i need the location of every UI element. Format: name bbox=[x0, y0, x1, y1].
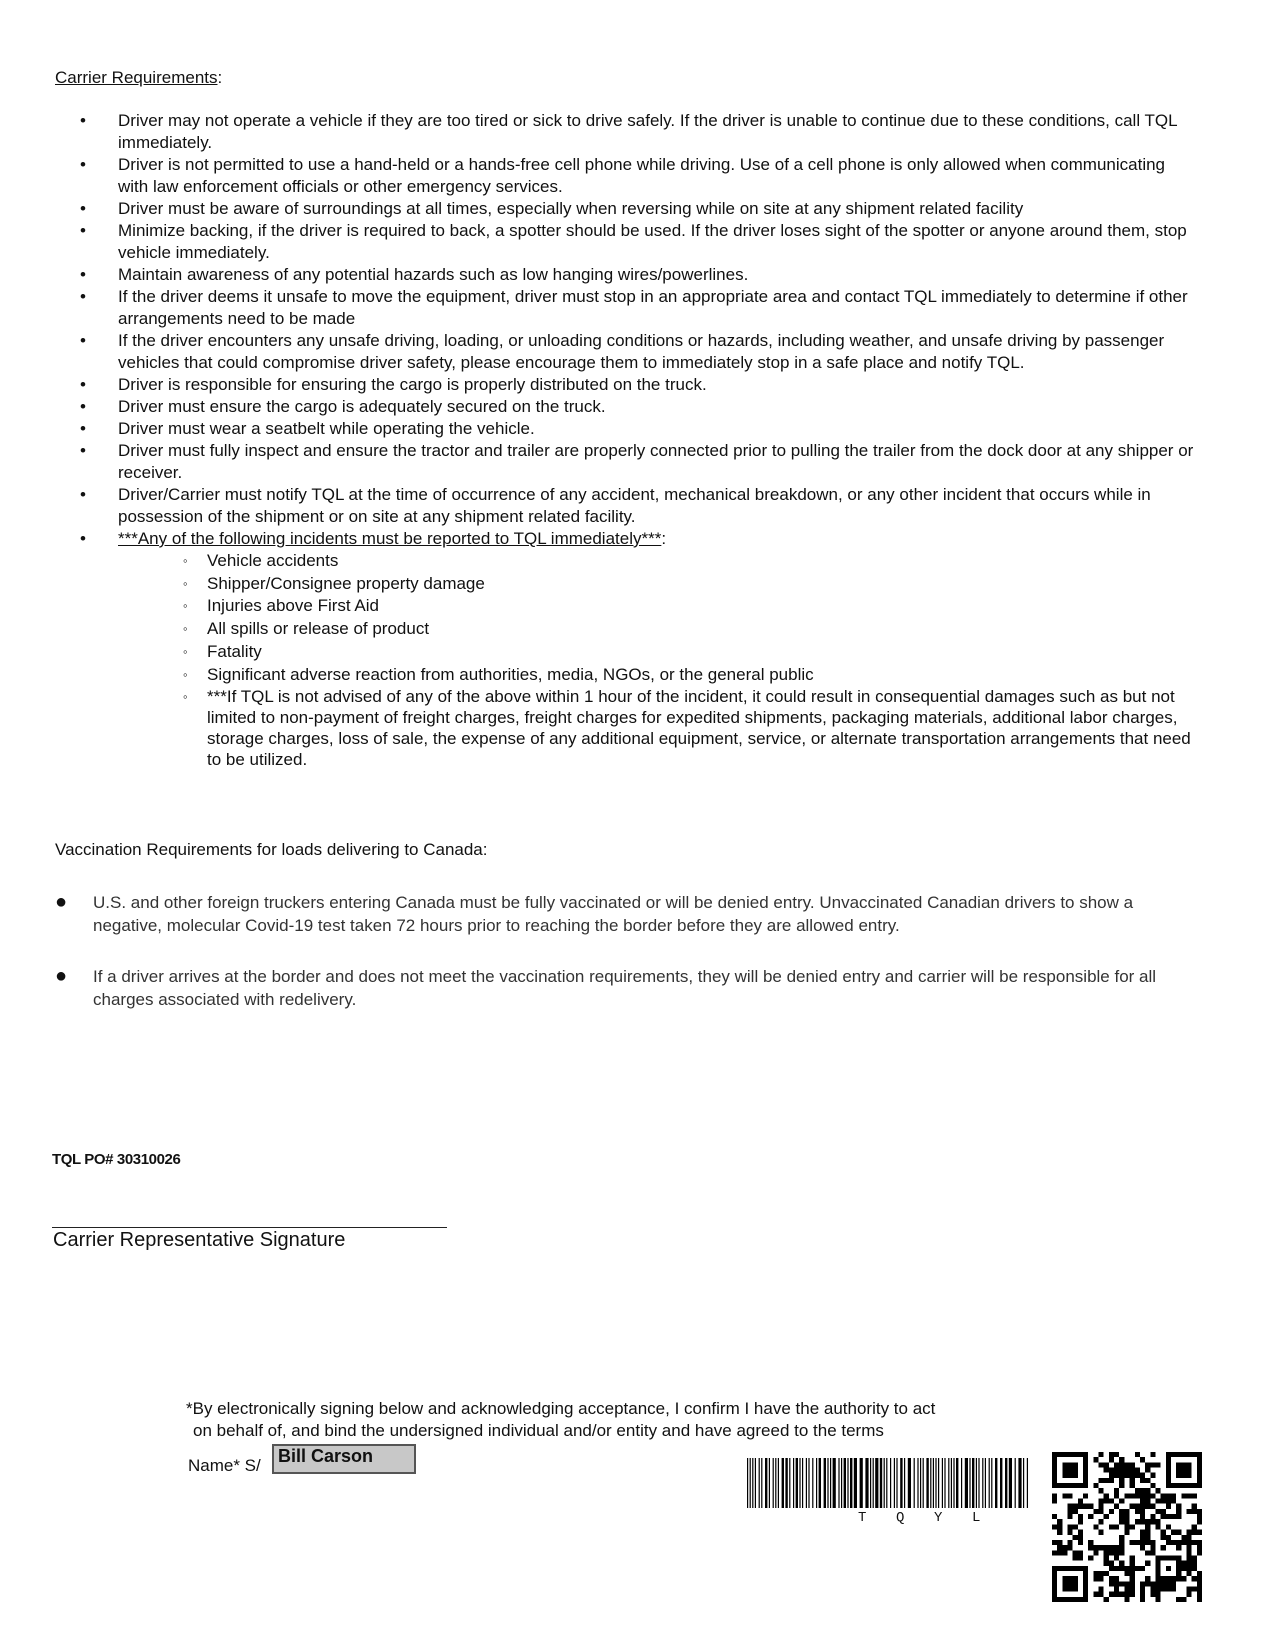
barcode-text: T Q Y L bbox=[858, 1510, 981, 1526]
list-item: • Driver may not operate a vehicle if they are too tired or sick to drive safely. If the driver is unable to continue due to these conditions, call TQL immediately. bbox=[80, 111, 1177, 152]
po-number: TQL PO# 30310026 bbox=[52, 1151, 181, 1168]
bullet-icon: • bbox=[80, 529, 86, 548]
carrier-requirements-heading: Carrier Requirements: bbox=[55, 68, 223, 87]
circle-bullet-icon: ◦ bbox=[183, 598, 188, 614]
sub-list-item: ◦ Fatality bbox=[179, 641, 1195, 664]
list-item: • Driver must ensure the cargo is adequately secured on the truck. bbox=[80, 397, 606, 416]
vaccination-item: ● If a driver arrives at the border and does not meet the vaccination requirements, they will be denied entry and carrier will be responsible for all charges associated with redelivery. bbox=[55, 965, 1157, 1009]
list-item: • Minimize backing, if the driver is required to back, a spotter should be used. If the driver loses sight of the spotter or anyone around them, stop vehicle immediately. bbox=[80, 221, 1187, 262]
sub-list-item: ◦ Significant adverse reaction from authorities, media, NGOs, or the general public bbox=[179, 664, 1195, 687]
vaccination-heading: Vaccination Requirements for loads delivering to Canada: bbox=[55, 840, 488, 859]
list-item: • Driver must fully inspect and ensure the tractor and trailer are properly connected prior to pulling the trailer from the dock door at any shipper or receiver. bbox=[80, 441, 1194, 482]
circle-bullet-icon: ◦ bbox=[183, 575, 188, 591]
bullet-icon: • bbox=[80, 419, 86, 438]
incidents-heading: ***Any of the following incidents must be reported to TQL immediately*** bbox=[118, 529, 662, 548]
bullet-icon: • bbox=[80, 221, 86, 240]
bullet-icon: • bbox=[80, 441, 86, 460]
sub-list-item: ◦ Shipper/Consignee property damage bbox=[179, 573, 1195, 596]
bullet-icon: ● bbox=[55, 965, 68, 987]
bullet-icon: • bbox=[80, 287, 86, 306]
bullet-icon: • bbox=[80, 397, 86, 416]
circle-bullet-icon: ◦ bbox=[183, 643, 188, 659]
list-item: • If the driver deems it unsafe to move the equipment, driver must stop in an appropriate area and contact TQL immediately to determine if other arrangements need to be made bbox=[80, 287, 1188, 328]
bullet-icon: • bbox=[80, 331, 86, 350]
consent-text: *By electronically signing below and acknowledging acceptance, I confirm I have the authority to act on behalf of, and bind the undersigned individual and/or entity and have agreed to the terms bbox=[186, 1399, 936, 1440]
qr-code-image bbox=[1052, 1452, 1202, 1602]
circle-bullet-icon: ◦ bbox=[183, 689, 188, 705]
name-signature-value: Bill Carson bbox=[278, 1446, 374, 1466]
list-item: • Driver is not permitted to use a hand-held or a hands-free cell phone while driving. Use of a cell phone is only allowed when communicating with law enforcement officials or other emergency services. bbox=[80, 155, 1166, 196]
bullet-icon: • bbox=[80, 155, 86, 174]
list-item: • Driver is responsible for ensuring the cargo is properly distributed on the truck. bbox=[80, 375, 707, 394]
list-item: • Driver must wear a seatbelt while operating the vehicle. bbox=[80, 419, 535, 438]
carrier-requirements-list bbox=[80, 110, 1195, 770]
list-item: • If the driver encounters any unsafe driving, loading, or unloading conditions or hazards, including weather, and unsafe driving by passenger vehicles that could compromise driver safety, please encourage them to immediately stop in a safe place and notify TQL. bbox=[80, 331, 1165, 372]
bullet-icon: • bbox=[80, 375, 86, 394]
bullet-icon: • bbox=[80, 485, 86, 504]
bullet-icon: • bbox=[80, 265, 86, 284]
sub-list-item: ◦ ***If TQL is not advised of any of the above within 1 hour of the incident, it could result in consequential damages such as but not limited to non-payment of freight charges, freight charges for expedited shipments, packaging materials, additional labor charges, storage charges, loss of sale, the expense of any additional equipment, service, or alternate transportation arrangements that need to be utilized. bbox=[183, 687, 1191, 770]
sub-list-item: ◦ Vehicle accidents bbox=[179, 550, 1195, 573]
list-item: • Maintain awareness of any potential hazards such as low hanging wires/powerlines. bbox=[80, 265, 749, 284]
signature-label: Carrier Representative Signature bbox=[53, 1229, 346, 1251]
circle-bullet-icon: ◦ bbox=[183, 553, 188, 568]
list-item: • Driver/Carrier must notify TQL at the time of occurrence of any accident, mechanical breakdown, or any other incident that occurs while in possession of the shipment or on site at any shipment related facility. bbox=[80, 485, 1151, 526]
barcode-image bbox=[745, 1458, 1035, 1510]
circle-bullet-icon: ◦ bbox=[183, 666, 188, 682]
incidents-list bbox=[118, 550, 1195, 770]
sub-list-item: ◦ Injuries above First Aid bbox=[179, 595, 1195, 618]
bullet-icon: • bbox=[80, 111, 86, 130]
sub-list-item: ◦ All spills or release of product bbox=[179, 618, 1195, 641]
list-item: • Driver must be aware of surroundings at all times, especially when reversing while on site at any shipment related facility bbox=[80, 199, 1024, 218]
bullet-icon: ● bbox=[55, 891, 68, 913]
vaccination-item: ● U.S. and other foreign truckers entering Canada must be fully vaccinated or will be denied entry. Unvaccinated Canadian drivers to show a negative, molecular Covid-19 test taken 72 hours prior to reaching the border before they are allowed entry. bbox=[55, 891, 1134, 935]
name-label: Name* S/ bbox=[188, 1456, 261, 1475]
signature-line[interactable] bbox=[52, 1227, 447, 1228]
bullet-icon: • bbox=[80, 199, 86, 218]
list-item-incidents: • ***Any of the following incidents must be reported to TQL immediately***: ◦ Vehicle accidents ◦ Shipper/Consignee property damage ◦ Injuries above First Aid ◦ All spills or release of product ◦ Fatality ◦ Significant adverse reaction from authorities, media, NGOs, or the general public ◦ ***If TQL is not advised of any of the above within 1 hour of the incident, it could result in consequential damages such as but not limited to non-payment of freight charges, freight charges for expedited shipments, packaging materials, additional labor charges, storage charges, loss of sale, the expense of any additional equipment, service, or alternate transportation arrangements that need to be utilized. bbox=[80, 528, 1195, 770]
circle-bullet-icon: ◦ bbox=[183, 621, 188, 637]
